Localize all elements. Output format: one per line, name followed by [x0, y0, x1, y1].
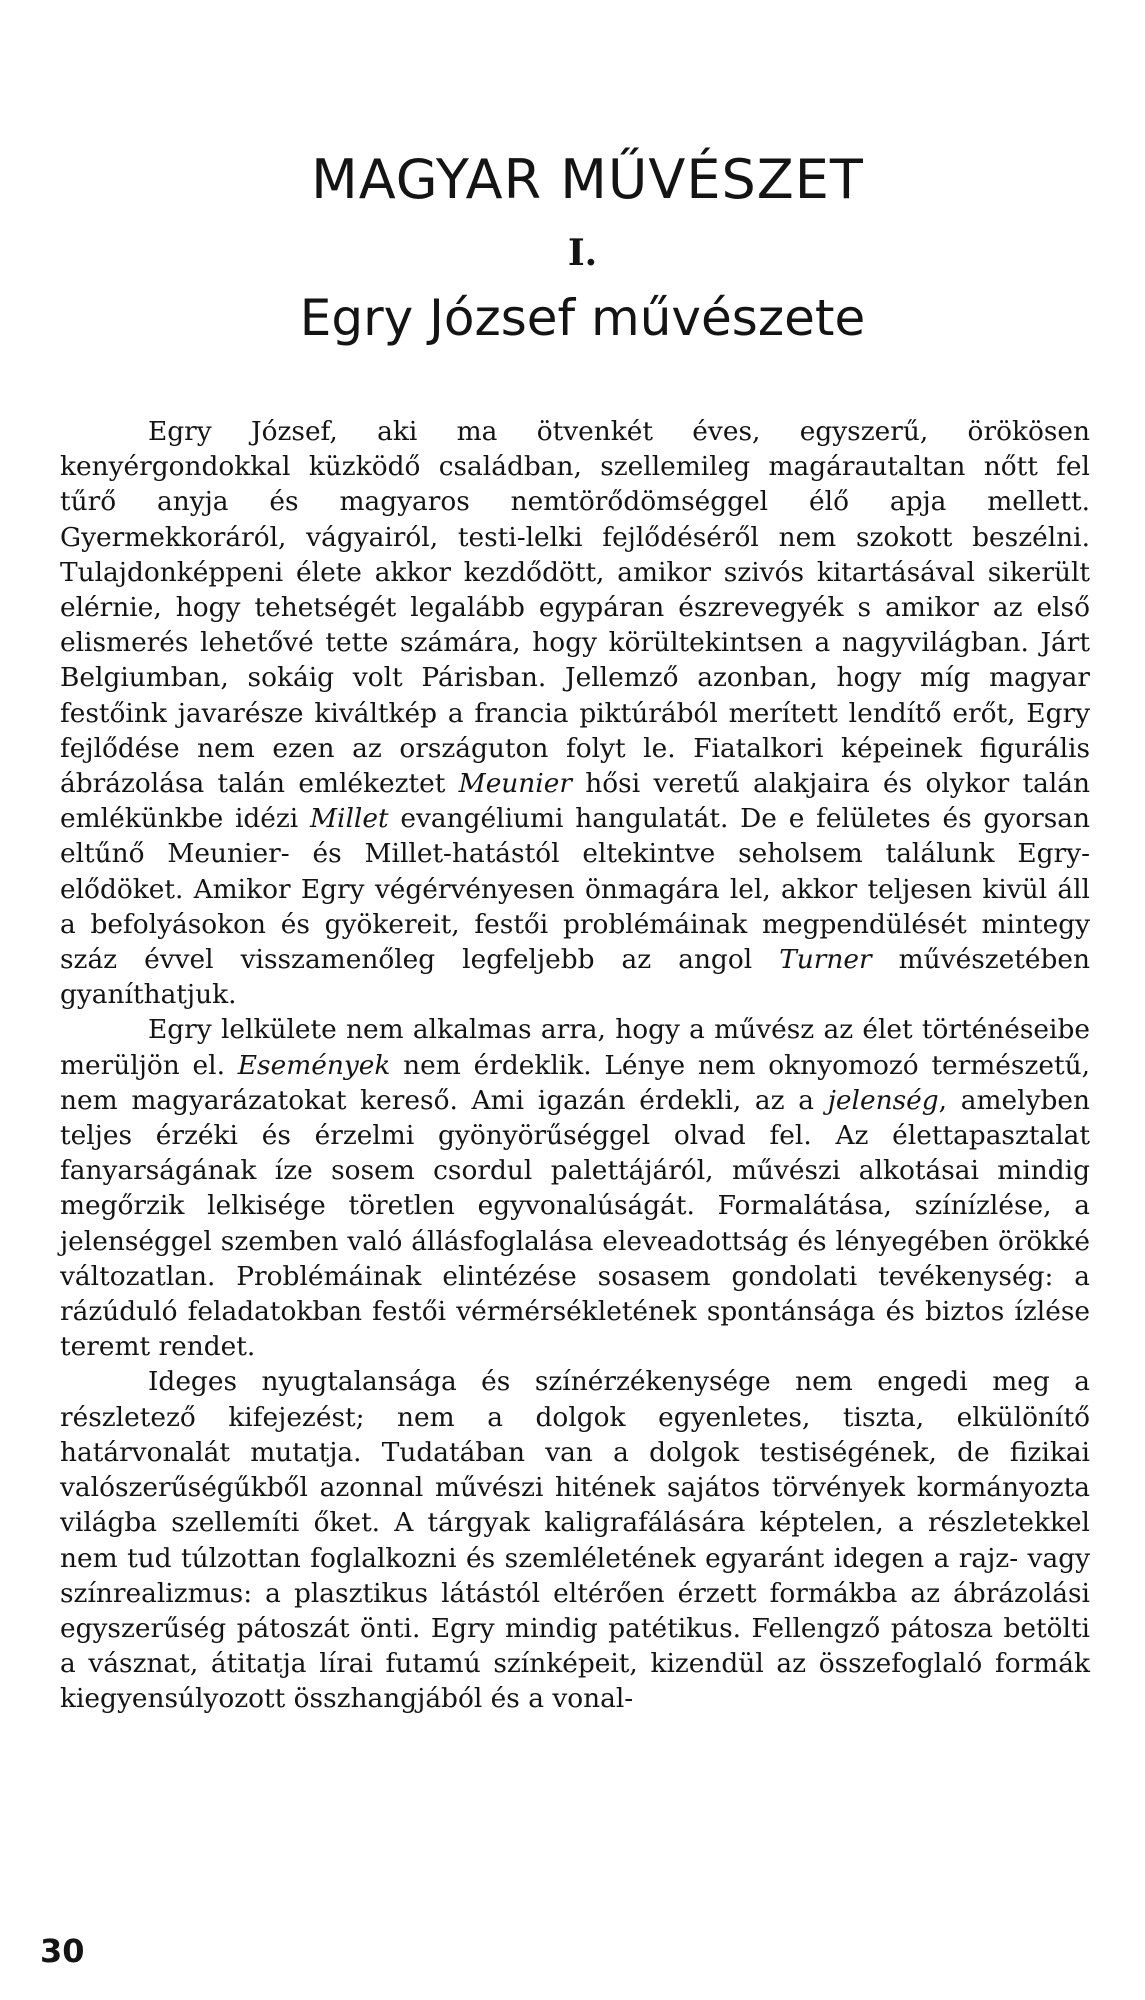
paragraph	[60, 1364, 1090, 1716]
italic-text: Események	[237, 1049, 391, 1081]
text-run: nem érdeklik. Lénye nem oknyomozó természetű, nem magyarázatokat kereső. Ami igazán érdekli, az a	[60, 1049, 1090, 1116]
paragraph	[60, 414, 1090, 1012]
article-title: Egry József művészete	[299, 289, 866, 348]
paragraph	[60, 1012, 1090, 1364]
page-number: 30	[40, 1932, 85, 1970]
text-run: Ideges nyugtalansága és színérzékenysége nem engedi meg a részletező kifejezést; nem a dolgok egyenletes, tiszta, elkülönítő határvonalát mutatja. Tudatában van a dolgok testiségének, de fizikai valószerűségűkből azonnal művészi hitének sajátos törvények kormányozta világba szellemíti őket. A tárgyak kaligrafálására képtelen, a részletekkel nem tud túlzottan foglalkozni és szemléletének egyaránt idegen a rajz- vagy színrealizmus: a plasztikus látástól eltérően érzett formákba az ábrázolási egyszerűség pátoszát önti. Egry mindig patétikus. Fellengző pátosza betölti a vásznat, átitatja lírai futamú színképeit, kizendül az összefoglaló formák kiegyensúlyozott összhangjából és a vonal-	[60, 1366, 1090, 1715]
text-run: evangéliumi hangulatát. De e felületes és gyorsan eltűnő Meunier- és Millet-hatástól eltekintve seholsem találunk Egry-elődöket. Amikor Egry végérvényesen önmagára lel, akkor teljesen kivül áll a befolyásokon és gyökereit, festői problémáinak megpendülését mintegy száz évvel visszamenőleg legfeljebb az angol	[60, 803, 1091, 976]
article-header	[0, 150, 1145, 346]
italic-text: Meunier	[458, 768, 572, 800]
part-number: I.	[567, 232, 598, 275]
italic-text: Millet	[310, 803, 389, 835]
italic-text: jelenség	[827, 1084, 939, 1116]
text-run: művészetében gyaníthatjuk.	[60, 944, 1090, 1011]
article-body	[60, 414, 1090, 1717]
text-run: Egry lelkülete nem alkalmas arra, hogy a művész az élet történéseibe merüljön el.	[60, 1014, 1090, 1081]
text-run: hősi veretű alakjaira és olykor talán emlékünkbe idézi	[60, 768, 1090, 835]
section-title: MAGYAR MŰVÉSZET	[311, 148, 864, 211]
text-run: Egry József, aki ma ötvenkét éves, egyszerű, örökösen kenyérgondokkal küzködő családban, szellemileg magárautaltan nőtt fel tűrő anyja és magyaros nemtörődömséggel élő apja mellett. Gyermekkoráról, vágyairól, testi-lelki fejlődéséről nem szokott beszélni. Tulajdonképpeni élete akkor kezdődött, amikor szivós kitartásával sikerült elérnie, hogy tehetségét legalább egypáran észrevegyék s amikor az első elismerés lehetővé tette számára, hogy körültekintsen a nagyvilágban. Járt Belgiumban, sokáig volt Párisban. Jellemző azonban, hogy míg magyar festőink javarésze kiváltkép a francia piktúrából merített lendítő erőt, Egry fejlődése nem ezen az országuton folyt le. Fiatalkori képeinek figurális ábrázolása talán emlékeztet	[60, 416, 1090, 800]
text-run: , amelyben teljes érzéki és érzelmi gyönyörűséggel olvad fel. Az élettapasztalat fanyarságának íze sosem csordul palettájáról, művészi alkotásai mindig megőrzik lelkisége töretlen egyvonalúságát. Formalátása, színízlése, a jelenséggel szemben való állásfoglalása eleveadottság és lényegében örökké változatlan. Problémáinak elintézése sosasem gondolati tevékenység: a rázúduló feladatokban festői vérmérsékletének spontánsága és biztos ízlése teremt rendet.	[60, 1084, 1091, 1363]
italic-text: Turner	[779, 944, 872, 976]
